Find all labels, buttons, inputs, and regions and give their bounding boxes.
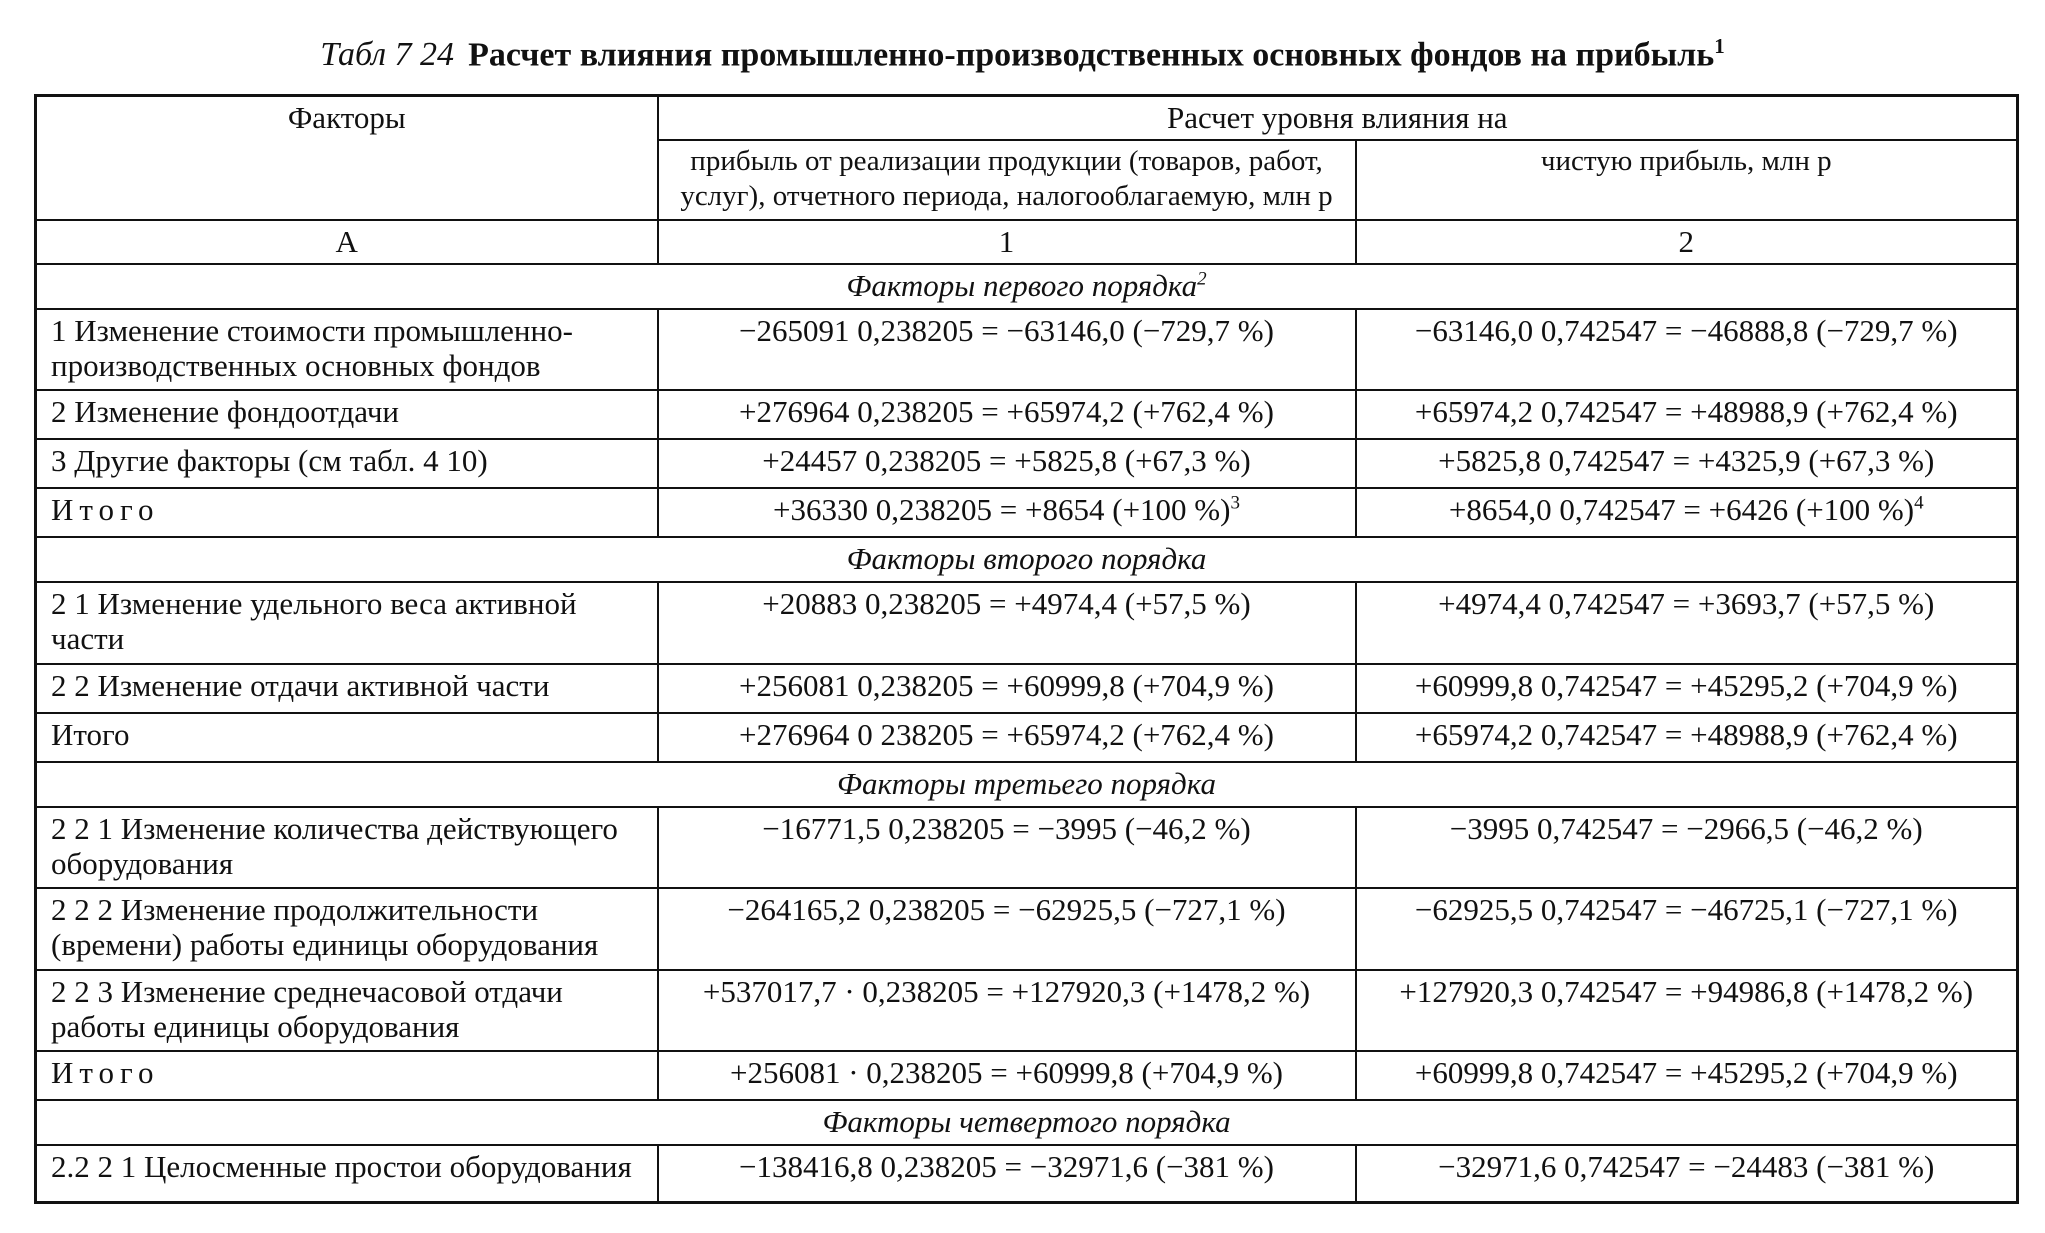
profit-calc-cell: +24457 0,238205 = +5825,8 (+67,3 %) bbox=[658, 439, 1356, 488]
profit-calc-cell: −265091 0,238205 = −63146,0 (−729,7 %) bbox=[658, 309, 1356, 391]
section-second-order: Факторы второго порядка bbox=[36, 537, 2018, 582]
net-profit-calc-cell: −62925,5 0,742547 = −46725,1 (−727,1 %) bbox=[1356, 888, 2018, 970]
net-profit-calc-cell: −32971,6 0,742547 = −24483 (−381 %) bbox=[1356, 1145, 2018, 1202]
total-label-cell: Итого bbox=[36, 713, 658, 762]
table-row bbox=[36, 970, 2018, 1052]
table-title-text: Расчет влияния промышленно-производственных основных фондов на прибыль bbox=[468, 36, 1715, 74]
factor-cell: 2 1 Изменение удельного веса активной части bbox=[36, 582, 658, 664]
table-row bbox=[36, 390, 2018, 439]
header-col2: чистую прибыль, млн р bbox=[1356, 140, 2018, 220]
total-label-cell: Итого bbox=[36, 488, 658, 537]
net-profit-calc-cell: +127920,3 0,742547 = +94986,8 (+1478,2 %) bbox=[1356, 970, 2018, 1052]
profit-calc-cell: +20883 0,238205 = +4974,4 (+57,5 %) bbox=[658, 582, 1356, 664]
header-factors: Факторы bbox=[36, 96, 658, 220]
table-row-total bbox=[36, 1051, 2018, 1100]
section-row bbox=[36, 762, 2018, 807]
net-profit-calc-cell: +60999,8 0,742547 = +45295,2 (+704,9 %) bbox=[1356, 664, 2018, 713]
net-profit-calc-cell: −3995 0,742547 = −2966,5 (−46,2 %) bbox=[1356, 807, 2018, 889]
calc-value: +8654,0 0,742547 = +6426 (+100 %) bbox=[1448, 492, 1915, 528]
factor-cell: 2 2 3 Изменение среднечасовой отдачи работы единицы оборудования bbox=[36, 970, 658, 1052]
column-number-2: 2 bbox=[1356, 220, 2018, 264]
profit-calc-cell: +276964 0,238205 = +65974,2 (+762,4 %) bbox=[658, 390, 1356, 439]
calc-value: +36330 0,238205 = +8654 (+100 %) bbox=[773, 492, 1231, 528]
table-row bbox=[36, 888, 2018, 970]
profit-calc-cell bbox=[658, 488, 1356, 537]
profit-calc-cell: +256081 0,238205 = +60999,8 (+704,9 %) bbox=[658, 664, 1356, 713]
table-row bbox=[36, 807, 2018, 889]
profit-calc-cell: +276964 0 238205 = +65974,2 (+762,4 %) bbox=[658, 713, 1356, 762]
factor-cell: 2 2 1 Изменение количества действующего оборудования bbox=[36, 807, 658, 889]
table-number: Табл 7 24 bbox=[320, 36, 455, 74]
section-row bbox=[36, 264, 2018, 309]
table-row bbox=[36, 582, 2018, 664]
net-profit-calc-cell: −63146,0 0,742547 = −46888,8 (−729,7 %) bbox=[1356, 309, 2018, 391]
section-label: Факторы первого порядка bbox=[846, 267, 1198, 303]
profit-calc-cell: −138416,8 0,238205 = −32971,6 (−381 %) bbox=[658, 1145, 1356, 1202]
header-calc-level: Расчет уровня влияния на bbox=[658, 96, 2018, 141]
header-col1: прибыль от реализации продукции (товаров, работ, услуг), отчетного периода, налогооблагаемую, млн р bbox=[658, 140, 1356, 220]
total-label-cell: Итого bbox=[36, 1051, 658, 1100]
factor-cell: 1 Изменение стоимости промышленно-производственных основных фондов bbox=[36, 309, 658, 391]
net-profit-calc-cell bbox=[1356, 488, 2018, 537]
column-numbers-row bbox=[36, 220, 2018, 264]
section-footnote-mark: 2 bbox=[1197, 268, 1207, 290]
net-profit-calc-cell: +65974,2 0,742547 = +48988,9 (+762,4 %) bbox=[1356, 713, 2018, 762]
section-third-order: Факторы третьего порядка bbox=[36, 762, 2018, 807]
column-number-a: А bbox=[36, 220, 658, 264]
section-first-order bbox=[36, 264, 2018, 309]
profit-calc-cell: +537017,7 · 0,238205 = +127920,3 (+1478,2 %) bbox=[658, 970, 1356, 1052]
title-footnote-mark: 1 bbox=[1714, 34, 1725, 58]
table-title bbox=[0, 24, 2045, 77]
factor-cell: 2 2 Изменение отдачи активной части bbox=[36, 664, 658, 713]
header-row-top bbox=[36, 96, 2018, 141]
column-number-1: 1 bbox=[658, 220, 1356, 264]
table-row bbox=[36, 664, 2018, 713]
table-row bbox=[36, 309, 2018, 391]
table-row bbox=[36, 1145, 2018, 1202]
profit-calc-cell: +256081 · 0,238205 = +60999,8 (+704,9 %) bbox=[658, 1051, 1356, 1100]
section-fourth-order: Факторы четвертого порядка bbox=[36, 1100, 2018, 1145]
table-row-total bbox=[36, 488, 2018, 537]
profit-calc-cell: −264165,2 0,238205 = −62925,5 (−727,1 %) bbox=[658, 888, 1356, 970]
net-profit-calc-cell: +60999,8 0,742547 = +45295,2 (+704,9 %) bbox=[1356, 1051, 2018, 1100]
factor-cell: 3 Другие факторы (см табл. 4 10) bbox=[36, 439, 658, 488]
factor-cell: 2 Изменение фондоотдачи bbox=[36, 390, 658, 439]
profit-influence-table bbox=[34, 94, 2019, 1204]
net-profit-calc-cell: +4974,4 0,742547 = +3693,7 (+57,5 %) bbox=[1356, 582, 2018, 664]
footnote-mark: 4 bbox=[1914, 492, 1924, 514]
section-row bbox=[36, 537, 2018, 582]
net-profit-calc-cell: +65974,2 0,742547 = +48988,9 (+762,4 %) bbox=[1356, 390, 2018, 439]
table-row-total bbox=[36, 713, 2018, 762]
factor-cell: 2.2 2 1 Целосменные простои оборудования bbox=[36, 1145, 658, 1202]
section-row bbox=[36, 1100, 2018, 1145]
footnote-mark: 3 bbox=[1230, 492, 1240, 514]
table-row bbox=[36, 439, 2018, 488]
factor-cell: 2 2 2 Изменение продолжительности (времени) работы единицы оборудования bbox=[36, 888, 658, 970]
profit-calc-cell: −16771,5 0,238205 = −3995 (−46,2 %) bbox=[658, 807, 1356, 889]
net-profit-calc-cell: +5825,8 0,742547 = +4325,9 (+67,3 %) bbox=[1356, 439, 2018, 488]
